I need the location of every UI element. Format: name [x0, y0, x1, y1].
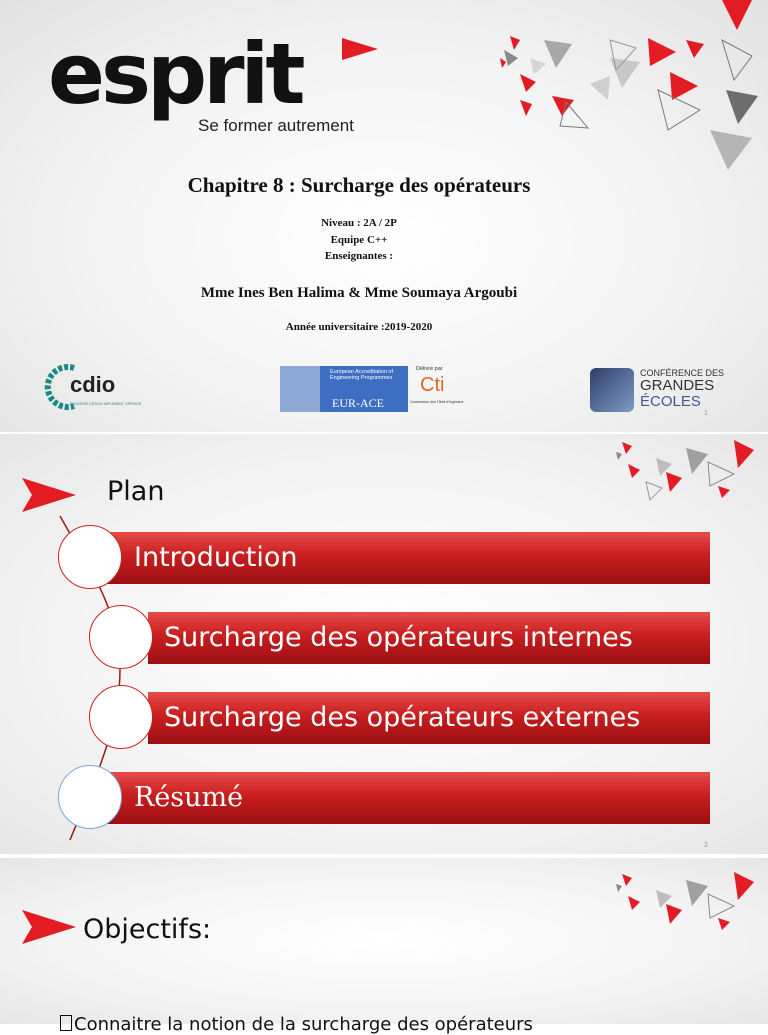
plan-item-operateurs-externes[interactable]: [148, 692, 710, 744]
eurace-stars-icon: [280, 366, 320, 412]
logo-red-flag-icon: [340, 38, 380, 60]
objective-text: Connaitre la notion de la surcharge des opérateurs: [74, 1014, 533, 1035]
logo-brand: esprit: [48, 25, 302, 123]
decorative-triangles-icon: [612, 866, 768, 946]
cge-line1: CONFÉRENCE DES: [640, 368, 725, 378]
logo-tagline: Se former autrement: [198, 116, 354, 135]
plan-item-label: Résumé: [134, 782, 244, 813]
niveau-text: Niveau : 2A / 2P: [321, 217, 397, 229]
title-slide: [0, 0, 768, 432]
cge-line3: ÉCOLES: [640, 393, 701, 410]
page-number: 2: [704, 842, 708, 849]
red-flag-icon: [22, 478, 76, 512]
plan-item-bullet: [58, 525, 122, 589]
plan-item-introduction[interactable]: [106, 532, 710, 584]
plan-item-resume[interactable]: [106, 772, 710, 824]
plan-item-operateurs-internes[interactable]: [148, 612, 710, 664]
plan-item-bullet: [89, 605, 153, 669]
plan-item-bullet: [58, 765, 122, 829]
cge-line2: GRANDES: [640, 377, 715, 394]
plan-item-label: Introduction: [134, 542, 298, 573]
page-number: 1: [704, 410, 708, 417]
cdio-sub: CONCEIVE DESIGN IMPLEMENT OPERATE: [70, 402, 142, 406]
cti-logo: [410, 366, 466, 414]
cti-name: Cti: [420, 374, 445, 396]
plan-slide: [0, 434, 768, 854]
slide-title: Objectifs:: [83, 914, 212, 945]
objectifs-slide: [0, 858, 768, 1035]
enseignantes-label: Enseignantes :: [324, 250, 394, 262]
plan-item-label: Surcharge des opérateurs internes: [164, 622, 633, 653]
equipe-text: Equipe C++: [330, 234, 388, 246]
decorative-triangles-icon: [490, 0, 768, 180]
decorative-triangles-icon: [612, 434, 768, 514]
cge-logo: [590, 368, 730, 414]
cdio-logo: [48, 364, 158, 412]
eurace-logo: [280, 366, 408, 412]
objective-bullet: [60, 1014, 533, 1035]
red-flag-icon: [22, 910, 76, 944]
bullet-box-icon: [60, 1015, 72, 1031]
teachers-text: Mme Ines Ben Halima & Mme Soumaya Argoubi: [200, 285, 518, 301]
cti-sub: Commission des Titres d'Ingénieur: [410, 400, 464, 404]
slide-title: Chapitre 8 : Surcharge des opérateurs: [187, 173, 531, 197]
plan-item-bullet: [89, 685, 153, 749]
slide-title: Plan: [107, 476, 165, 507]
cti-label: Délivré par: [416, 366, 443, 372]
eurace-text: European Accreditation of Engineering Programmes: [330, 369, 393, 381]
cge-emblem-icon: [590, 368, 634, 412]
eurace-name: EUR-ACE: [332, 396, 384, 410]
esprit-logo: [48, 25, 388, 138]
annee-text: Année universitaire :2019-2020: [285, 321, 433, 333]
plan-item-label: Surcharge des opérateurs externes: [164, 702, 641, 733]
cdio-name: cdio: [70, 372, 116, 397]
